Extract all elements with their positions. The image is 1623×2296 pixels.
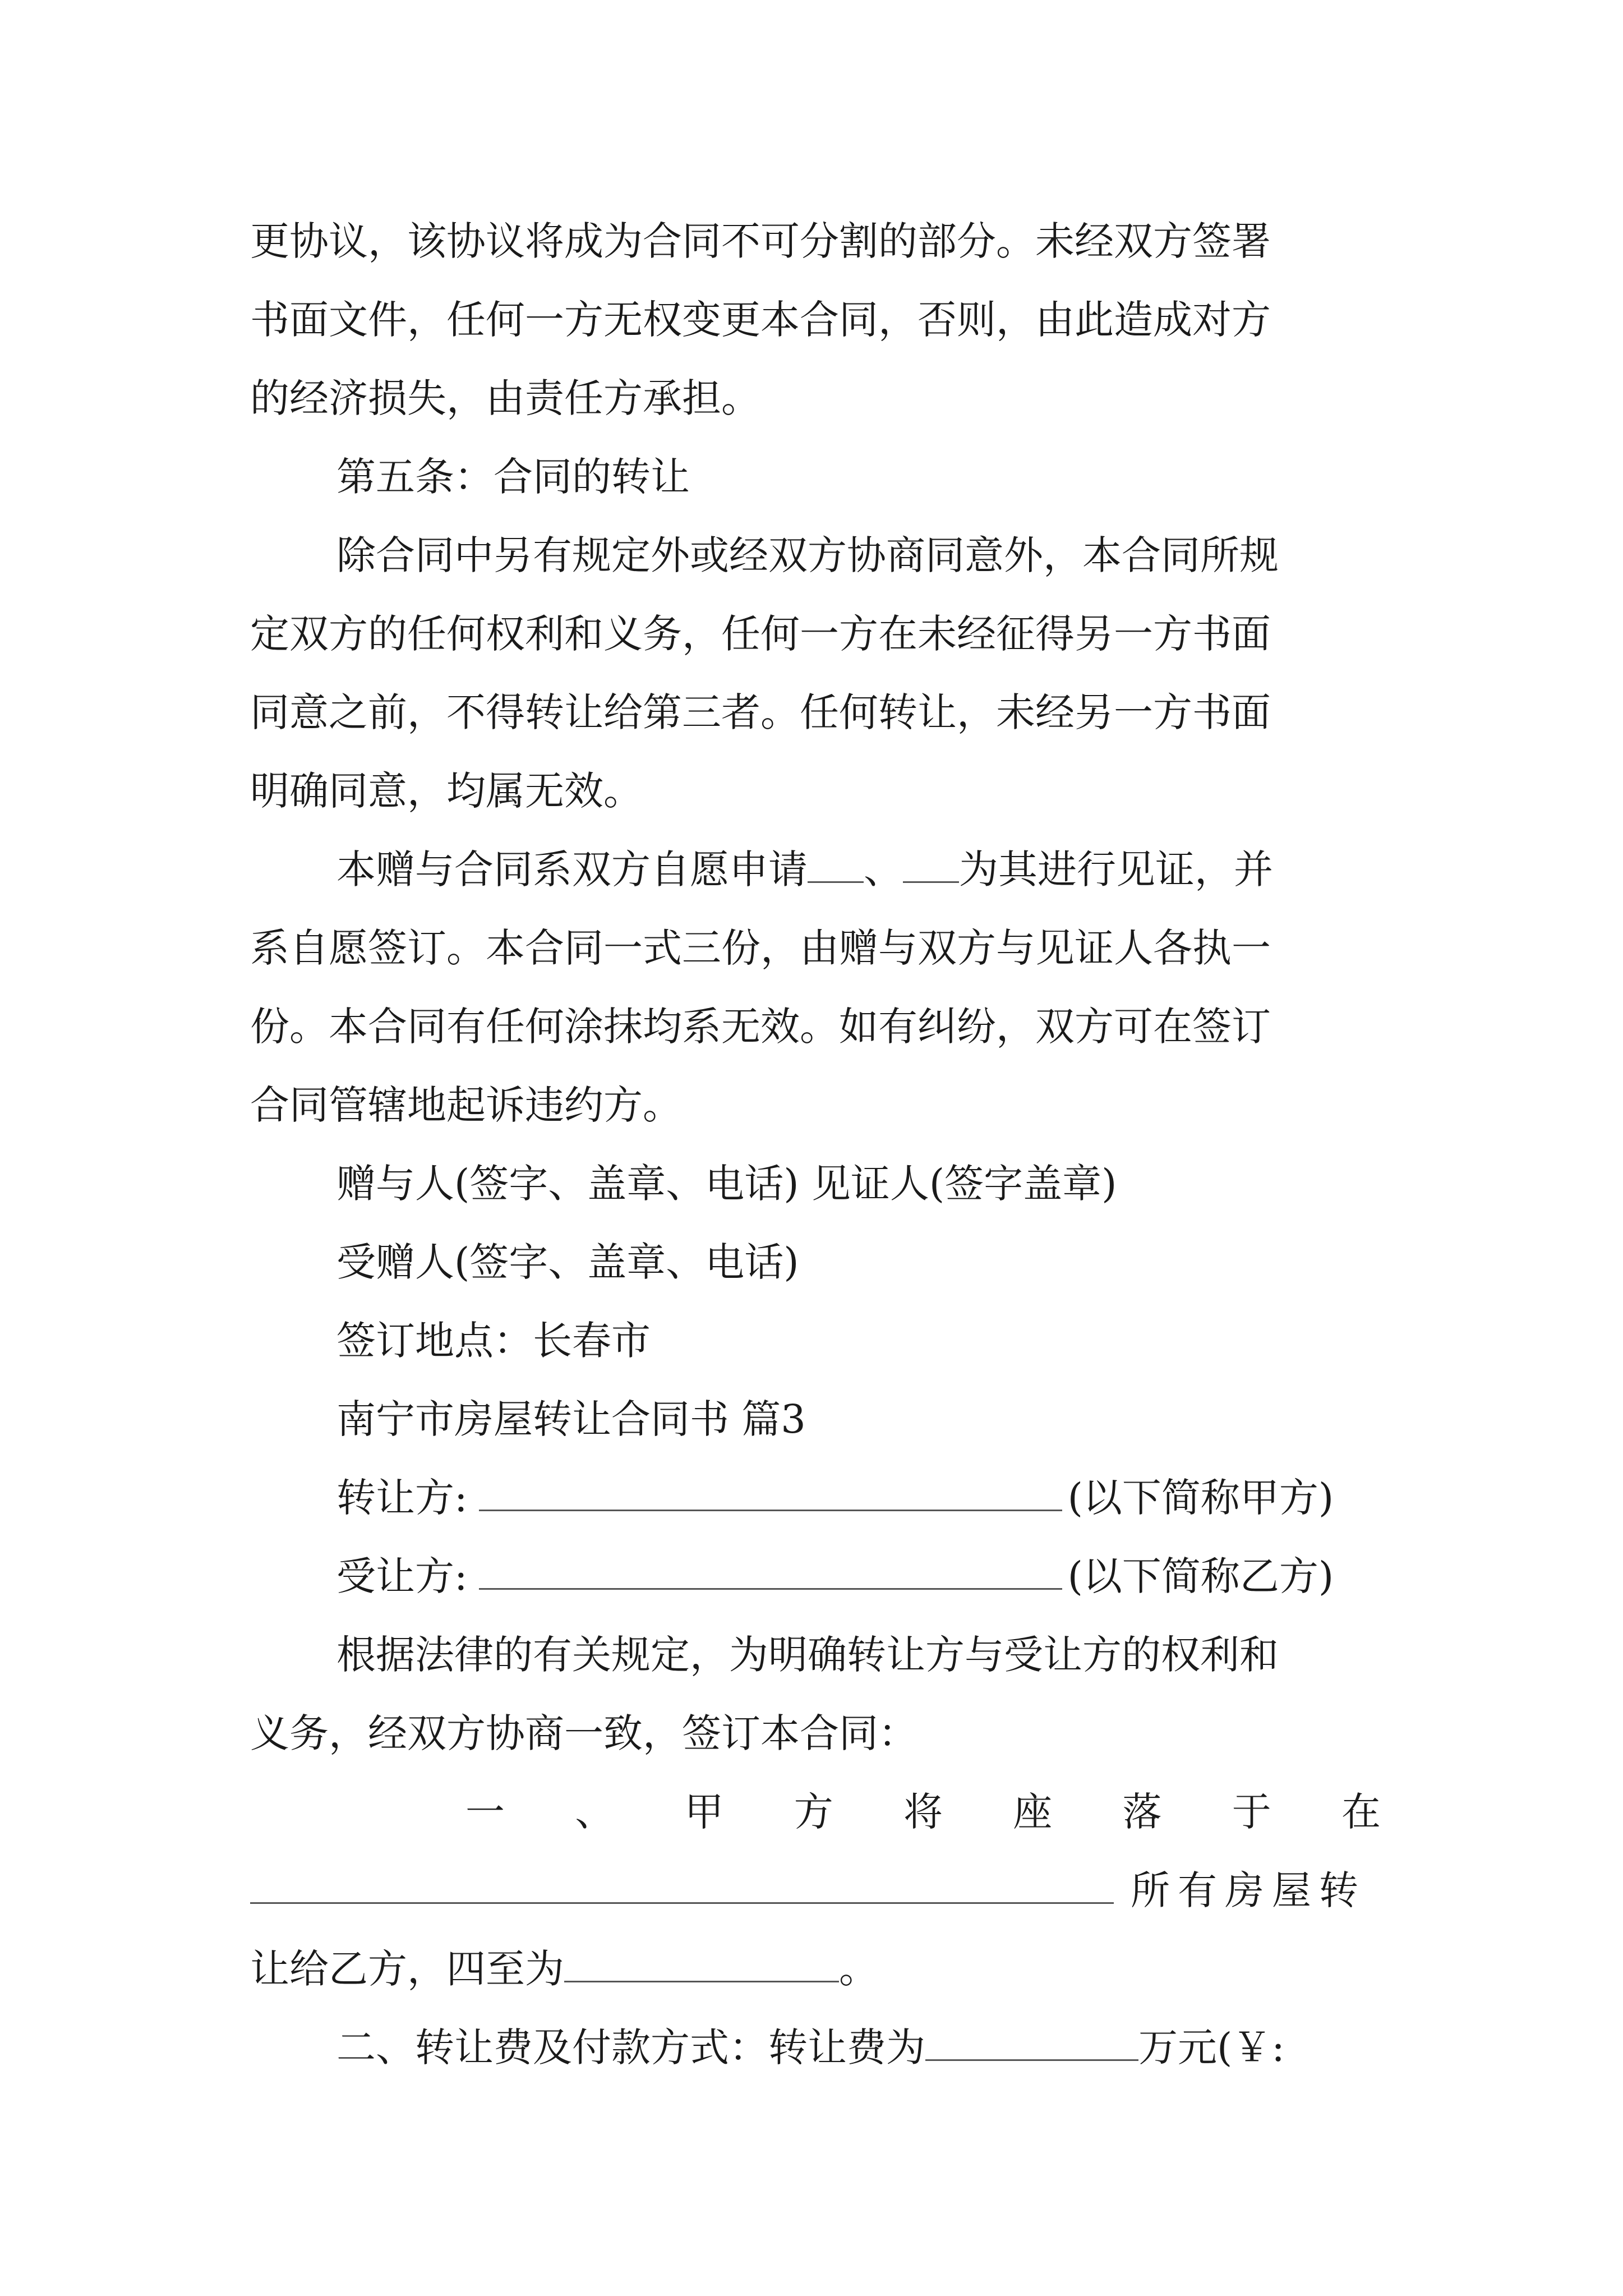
boundaries-blank[interactable] [564,1946,839,1982]
para-witness-line-1 [336,841,1381,898]
witness-separator: 、 [864,846,903,892]
witness-text-a: 本赠与合同系双方自愿申请 [336,846,808,892]
clause-1-char: 于 [1232,1789,1271,1835]
para-legal-line-2: 义务，经双方协商一致，签订本合同： [250,1710,917,1756]
para-witness-line-3: 份。本合同有任何涂抹均系无效。如有纠纷，双方可在签订 [250,1004,1271,1050]
witness-blank-1[interactable] [808,846,864,883]
signing-place: 签订地点：长春市 [336,1318,651,1364]
transferor-row [336,1470,1381,1526]
para-witness-line-2: 系自愿签订。本合同一式三份，由赠与双方与见证人各执一 [250,925,1271,971]
transferee-row [336,1548,1381,1604]
clause-1-char: 一 [465,1789,505,1835]
transferee-suffix: (以下简称乙方) [1067,1553,1334,1599]
signature-donee: 受赠人(签字、盖章、电话) [336,1239,799,1285]
para-modification-line-3: 的经济损失，由责任方承担。 [250,375,760,421]
transferor-label: 转让方: [336,1475,468,1521]
property-location-blank[interactable] [250,1867,1114,1904]
clause-1-char: 座 [1013,1789,1053,1835]
para-transfer-line-2: 定双方的任何权利和义务，任何一方在未经征得另一方书面 [250,611,1271,657]
signature-donor-witness: 赠与人(签字、盖章、电话) 见证人(签字盖章) [336,1161,1117,1207]
para-modification-line-1: 更协议，该协议将成为合同不可分割的部分。未经双方签署 [250,218,1271,264]
transfer-fee-blank[interactable] [925,2024,1138,2061]
section-title: 南宁市房屋转让合同书 篇3 [336,1396,806,1442]
witness-text-b: 为其进行见证，并 [959,846,1273,892]
clause-1-char: 、 [575,1789,615,1835]
para-transfer-line-4: 明确同意，均属无效。 [250,768,643,814]
clause-1-line-3-end: 。 [839,1946,878,1992]
para-modification-line-2: 书面文件，任何一方无权变更本合同，否则，由此造成对方 [250,297,1271,343]
clause-2-prefix: 二、转让费及付款方式：转让费为 [336,2024,925,2070]
clause-1-char: 将 [903,1789,943,1835]
clause-1-line-2 [250,1862,1381,1918]
clause-2-line-1 [336,2019,1381,2076]
clause-1-char: 在 [1341,1789,1381,1835]
clause-1-line-2-suffix: 所有房屋转 [1131,1867,1366,1913]
para-legal-line-1: 根据法律的有关规定，为明确转让方与受让方的权利和 [336,1632,1279,1678]
para-transfer-line-1: 除合同中另有规定外或经双方协商同意外，本合同所规 [336,532,1279,578]
clause-2-suffix: 万元(￥: [1138,2024,1285,2070]
para-transfer-line-3: 同意之前，不得转让给第三者。任何转让，未经另一方书面 [250,689,1271,735]
transferor-blank[interactable] [479,1475,1062,1511]
clause-1-char: 甲 [684,1789,724,1835]
clause-1-line-3-prefix: 让给乙方，四至为 [250,1946,564,1992]
clause-1-char: 落 [1122,1789,1162,1835]
witness-blank-2[interactable] [903,846,959,883]
transferee-label: 受让方: [336,1553,468,1599]
transferor-suffix: (以下简称甲方) [1067,1475,1334,1521]
clause-1-line-3 [250,1941,1381,1997]
para-witness-line-4: 合同管辖地起诉违约方。 [250,1082,682,1128]
article-5-heading: 第五条：合同的转让 [336,454,690,500]
transferee-blank[interactable] [479,1553,1062,1590]
clause-1-char: 方 [794,1789,833,1835]
clause-1-line-1 [465,1784,1381,1840]
